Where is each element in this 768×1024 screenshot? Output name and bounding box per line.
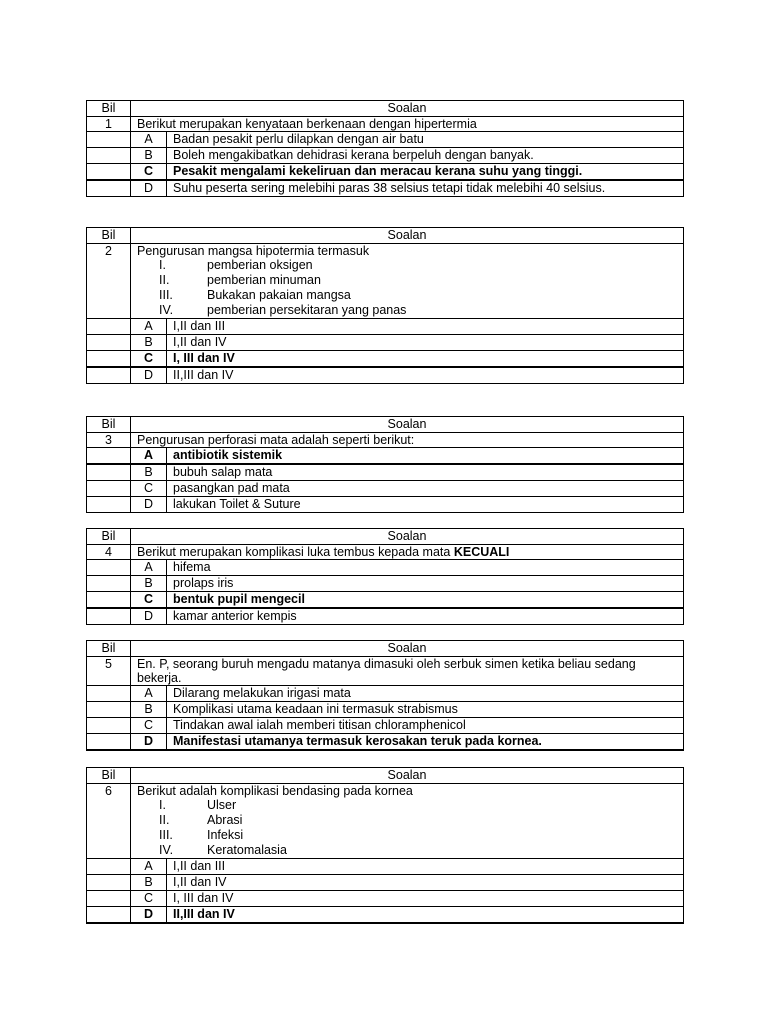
question-table [86, 100, 684, 197]
option-spacer [87, 132, 131, 148]
option-letter: B [131, 148, 167, 164]
answer-option-correct [87, 734, 684, 751]
option-text: Dilarang melakukan irigasi mata [167, 686, 684, 702]
option-text: Boleh mengakibatkan dehidrasi kerana berpeluh dengan banyak. [167, 148, 684, 164]
option-text: I,II dan III [167, 319, 684, 335]
header-bil: Bil [87, 529, 131, 545]
option-letter: C [131, 592, 167, 609]
header-row [87, 529, 684, 545]
option-text: antibiotik sistemik [167, 448, 684, 465]
answer-option-correct [87, 351, 684, 368]
answer-option [87, 367, 684, 384]
stem-list-item [137, 813, 677, 828]
option-spacer [87, 734, 131, 751]
header-soalan: Soalan [131, 417, 684, 433]
stem-list-item-text: Bukakan pakaian mangsa [207, 288, 351, 302]
option-letter: B [131, 875, 167, 891]
option-letter: A [131, 859, 167, 875]
answer-option-correct [87, 907, 684, 924]
option-text: hifema [167, 560, 684, 576]
question-stem-row [87, 433, 684, 448]
stem-list-item [137, 828, 677, 843]
option-text: kamar anterior kempis [167, 608, 684, 625]
answer-option [87, 875, 684, 891]
question-stem-text: Berikut merupakan kenyataan berkenaan dengan hipertermia [137, 117, 477, 131]
question-stem-wrap [137, 433, 677, 447]
option-letter: B [131, 464, 167, 481]
question-table [86, 767, 684, 924]
option-letter: B [131, 576, 167, 592]
header-bil: Bil [87, 101, 131, 117]
option-spacer [87, 702, 131, 718]
option-text: I,II dan III [167, 859, 684, 875]
question-stem [131, 117, 684, 132]
question-stem-wrap [137, 117, 677, 131]
question-table [86, 528, 684, 625]
option-letter: C [131, 164, 167, 181]
answer-option [87, 576, 684, 592]
roman-numeral: IV. [159, 843, 174, 857]
question-stem-text: Pengurusan mangsa hipotermia termasuk [137, 244, 370, 258]
option-letter: D [131, 608, 167, 625]
option-letter: A [131, 319, 167, 335]
question-stem-wrap [137, 657, 677, 685]
option-letter: C [131, 351, 167, 368]
header-row [87, 417, 684, 433]
answer-option [87, 464, 684, 481]
question-stem [131, 545, 684, 560]
header-bil: Bil [87, 228, 131, 244]
roman-numeral: I. [159, 798, 166, 812]
option-text: Tindakan awal ialah memberi titisan chloramphenicol [167, 718, 684, 734]
stem-list-item [137, 288, 677, 303]
option-text: bubuh salap mata [167, 464, 684, 481]
header-soalan: Soalan [131, 641, 684, 657]
option-spacer [87, 319, 131, 335]
answer-option [87, 859, 684, 875]
question-number: 1 [87, 117, 131, 132]
option-letter: D [131, 907, 167, 924]
option-text: I, III dan IV [167, 891, 684, 907]
option-letter: A [131, 448, 167, 465]
answer-option [87, 891, 684, 907]
option-spacer [87, 907, 131, 924]
option-spacer [87, 448, 131, 465]
option-letter: C [131, 718, 167, 734]
question-number: 6 [87, 784, 131, 859]
roman-numeral: III. [159, 828, 173, 842]
option-text: I,II dan IV [167, 335, 684, 351]
stem-list-item [137, 258, 677, 273]
question-number: 5 [87, 657, 131, 686]
answer-option [87, 608, 684, 625]
question-stem-wrap [137, 784, 677, 798]
option-spacer [87, 608, 131, 625]
option-spacer [87, 180, 131, 197]
option-text: I,II dan IV [167, 875, 684, 891]
option-text: II,III dan IV [167, 907, 684, 924]
option-spacer [87, 560, 131, 576]
answer-option [87, 497, 684, 513]
question-stem-text: Berikut merupakan komplikasi luka tembus kepada mata [137, 545, 454, 559]
question-stem-row [87, 117, 684, 132]
answer-option-correct [87, 164, 684, 181]
option-text: II,III dan IV [167, 367, 684, 384]
question-stem-row [87, 784, 684, 859]
stem-list-item-text: pemberian minuman [207, 273, 321, 287]
answer-option [87, 560, 684, 576]
option-text: Pesakit mengalami kekeliruan dan meracau kerana suhu yang tinggi. [167, 164, 684, 181]
stem-list-item-text: Keratomalasia [207, 843, 287, 857]
option-text: pasangkan pad mata [167, 481, 684, 497]
answer-option-correct [87, 448, 684, 465]
option-spacer [87, 481, 131, 497]
stem-list-item [137, 843, 677, 858]
option-text: bentuk pupil mengecil [167, 592, 684, 609]
option-spacer [87, 891, 131, 907]
roman-numeral: I. [159, 258, 166, 272]
stem-list-item-text: Infeksi [207, 828, 244, 842]
option-spacer [87, 351, 131, 368]
answer-option [87, 702, 684, 718]
roman-numeral: II. [159, 273, 170, 287]
option-spacer [87, 859, 131, 875]
option-text: Badan pesakit perlu dilapkan dengan air batu [167, 132, 684, 148]
option-spacer [87, 718, 131, 734]
stem-list-item [137, 273, 677, 288]
option-letter: D [131, 734, 167, 751]
option-spacer [87, 464, 131, 481]
option-text: prolaps iris [167, 576, 684, 592]
option-letter: C [131, 891, 167, 907]
option-letter: D [131, 180, 167, 197]
answer-option-correct [87, 592, 684, 609]
option-spacer [87, 497, 131, 513]
question-stem [131, 244, 684, 319]
answer-option [87, 180, 684, 197]
stem-list-item [137, 303, 677, 318]
question-stem-row [87, 545, 684, 560]
question-stem-row [87, 244, 684, 319]
answer-option [87, 481, 684, 497]
answer-option [87, 335, 684, 351]
option-letter: B [131, 335, 167, 351]
option-spacer [87, 164, 131, 181]
question-stem-text: En. P, seorang buruh mengadu matanya dimasuki oleh serbuk simen ketika beliau sedang bekerja. [137, 657, 636, 685]
header-row [87, 768, 684, 784]
option-text: I, III dan IV [167, 351, 684, 368]
option-spacer [87, 686, 131, 702]
header-row [87, 641, 684, 657]
stem-list-item-text: pemberian oksigen [207, 258, 313, 272]
option-spacer [87, 148, 131, 164]
option-letter: A [131, 132, 167, 148]
answer-option [87, 148, 684, 164]
question-table [86, 416, 684, 513]
roman-numeral: IV. [159, 303, 174, 317]
question-stem-row [87, 657, 684, 686]
option-text: Komplikasi utama keadaan ini termasuk strabismus [167, 702, 684, 718]
header-soalan: Soalan [131, 768, 684, 784]
answer-option [87, 686, 684, 702]
header-bil: Bil [87, 768, 131, 784]
option-text: Suhu peserta sering melebihi paras 38 selsius tetapi tidak melebihi 40 selsius. [167, 180, 684, 197]
option-letter: C [131, 481, 167, 497]
stem-list-item [137, 798, 677, 813]
answer-option [87, 132, 684, 148]
stem-list-item-text: Ulser [207, 798, 237, 812]
option-letter: B [131, 702, 167, 718]
question-table [86, 227, 684, 384]
option-spacer [87, 592, 131, 609]
roman-numeral: III. [159, 288, 173, 302]
option-letter: A [131, 560, 167, 576]
roman-numeral: II. [159, 813, 170, 827]
header-soalan: Soalan [131, 529, 684, 545]
header-soalan: Soalan [131, 101, 684, 117]
question-number: 2 [87, 244, 131, 319]
question-stem-keyword: KECUALI [453, 545, 510, 559]
question-stem-wrap [137, 244, 677, 258]
header-soalan: Soalan [131, 228, 684, 244]
header-row [87, 228, 684, 244]
option-letter: D [131, 497, 167, 513]
question-stem-wrap [137, 545, 677, 559]
question-stem [131, 784, 684, 859]
question-stem [131, 657, 684, 686]
answer-option [87, 718, 684, 734]
header-bil: Bil [87, 641, 131, 657]
question-number: 4 [87, 545, 131, 560]
answer-option [87, 319, 684, 335]
question-stem [131, 433, 684, 448]
stem-list-item-text: pemberian persekitaran yang panas [207, 303, 407, 317]
header-row [87, 101, 684, 117]
question-stem-text: Berikut adalah komplikasi bendasing pada kornea [137, 784, 413, 798]
option-text: lakukan Toilet & Suture [167, 497, 684, 513]
header-bil: Bil [87, 417, 131, 433]
option-spacer [87, 335, 131, 351]
option-letter: D [131, 367, 167, 384]
question-stem-text: Pengurusan perforasi mata adalah seperti berikut: [137, 433, 415, 447]
option-spacer [87, 576, 131, 592]
question-table [86, 640, 684, 751]
option-letter: A [131, 686, 167, 702]
question-number: 3 [87, 433, 131, 448]
option-spacer [87, 367, 131, 384]
option-text: Manifestasi utamanya termasuk kerosakan teruk pada kornea. [167, 734, 684, 751]
option-spacer [87, 875, 131, 891]
stem-list-item-text: Abrasi [207, 813, 243, 827]
